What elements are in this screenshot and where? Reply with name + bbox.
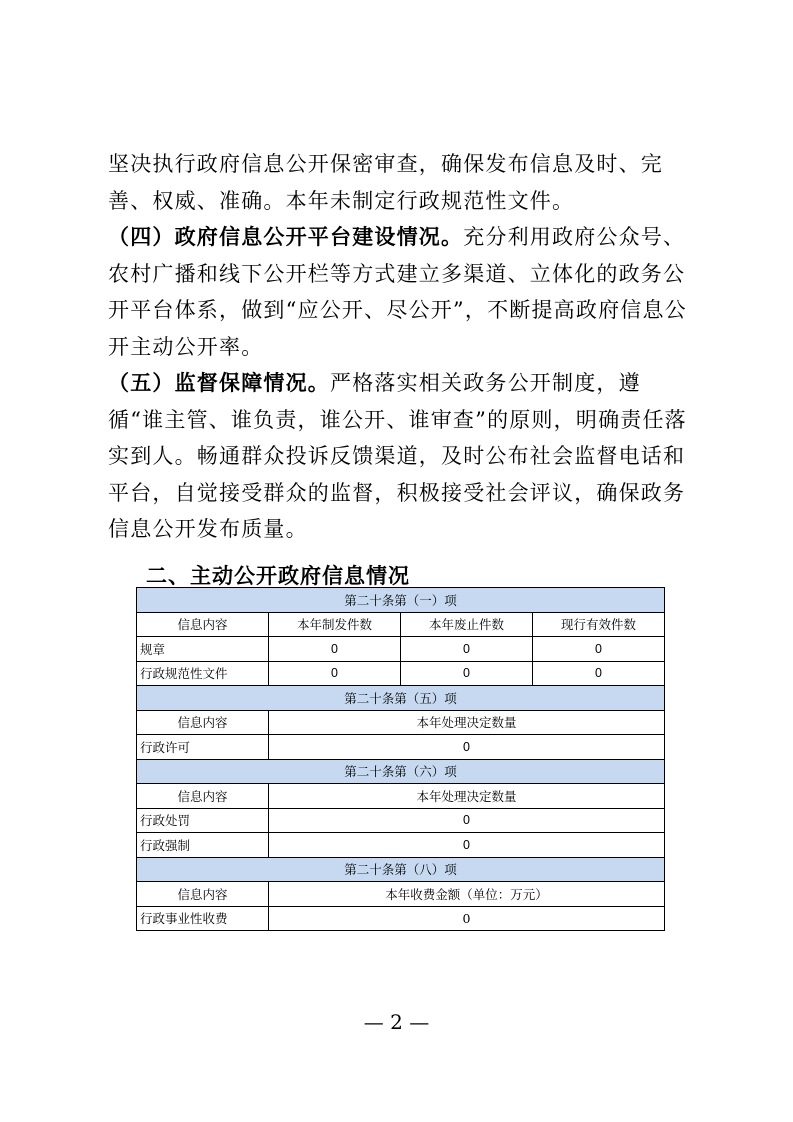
disclosure-table	[136, 587, 665, 931]
column-header-issued: 本年制发件数	[269, 612, 401, 637]
column-header-row	[137, 710, 665, 735]
table-row	[137, 735, 665, 760]
column-header-repealed: 本年废止件数	[401, 612, 533, 637]
section-header-article-20-6: 第二十条第（六）项	[137, 759, 665, 784]
column-header-decision-count: 本年处理决定数量	[269, 784, 665, 809]
cell-issued: 0	[269, 637, 401, 662]
column-header-content: 信息内容	[137, 710, 269, 735]
paragraph-platform-heading: （四）政府信息公开平台建设情况。	[108, 224, 464, 249]
table-row	[137, 661, 665, 686]
column-header-content: 信息内容	[137, 882, 269, 907]
row-label: 行政规范性文件	[137, 661, 269, 686]
row-label: 行政许可	[137, 735, 269, 760]
column-header-row	[137, 882, 665, 907]
paragraph-supervision-body: 严格落实相关政务公开制度，遵循“谁主管、谁负责，谁公开、谁审查”的原则，明确责任落实到人。畅通群众投诉反馈渠道，及时公布社会监督电话和平台，自觉接受群众的监督，积极接受社会评议，确保政务信息公开发布质量。	[108, 371, 687, 541]
section-header-row	[137, 857, 665, 882]
cell-decision-count: 0	[269, 735, 665, 760]
table-row	[137, 808, 665, 833]
column-header-content: 信息内容	[137, 784, 269, 809]
column-header-valid: 现行有效件数	[533, 612, 665, 637]
column-header-row	[137, 784, 665, 809]
section-header-article-20-1: 第二十条第（一）项	[137, 588, 665, 613]
row-label: 行政强制	[137, 833, 269, 858]
column-header-row	[137, 612, 665, 637]
cell-decision-count: 0	[269, 808, 665, 833]
cell-valid: 0	[533, 637, 665, 662]
row-label: 规章	[137, 637, 269, 662]
section-header-article-20-8: 第二十条第（八）项	[137, 857, 665, 882]
row-label: 行政处罚	[137, 808, 269, 833]
paragraph-platform	[108, 219, 696, 365]
cell-repealed: 0	[401, 661, 533, 686]
cell-fee-amount: 0	[269, 906, 665, 931]
section-header-article-20-5: 第二十条第（五）项	[137, 686, 665, 711]
paragraph-supervision	[108, 365, 696, 548]
table-row	[137, 833, 665, 858]
section-header-row	[137, 686, 665, 711]
page-number: — 2 —	[363, 1010, 430, 1034]
row-label: 行政事业性收费	[137, 906, 269, 931]
table-row	[137, 637, 665, 662]
cell-repealed: 0	[401, 637, 533, 662]
column-header-fee-amount: 本年收费金额（单位：万元）	[269, 882, 665, 907]
section-header-row	[137, 759, 665, 784]
section-title: 二、主动公开政府信息情况	[146, 564, 410, 588]
paragraph-supervision-heading: （五）监督保障情况。	[108, 370, 330, 395]
table-row	[137, 906, 665, 931]
paragraph-confidentiality: 坚决执行政府信息公开保密审查，确保发布信息及时、完善、权威、准确。本年未制定行政规范性文件。	[108, 152, 663, 213]
column-header-decision-count: 本年处理决定数量	[269, 710, 665, 735]
section-header-row	[137, 588, 665, 613]
cell-valid: 0	[533, 661, 665, 686]
cell-issued: 0	[269, 661, 401, 686]
paragraph-platform-body: 充分利用政府公众号、农村广播和线下公开栏等方式建立多渠道、立体化的政务公开平台体系，做到“应公开、尽公开”，不断提高政府信息公开主动公开率。	[108, 225, 687, 359]
cell-decision-count: 0	[269, 833, 665, 858]
column-header-content: 信息内容	[137, 612, 269, 637]
